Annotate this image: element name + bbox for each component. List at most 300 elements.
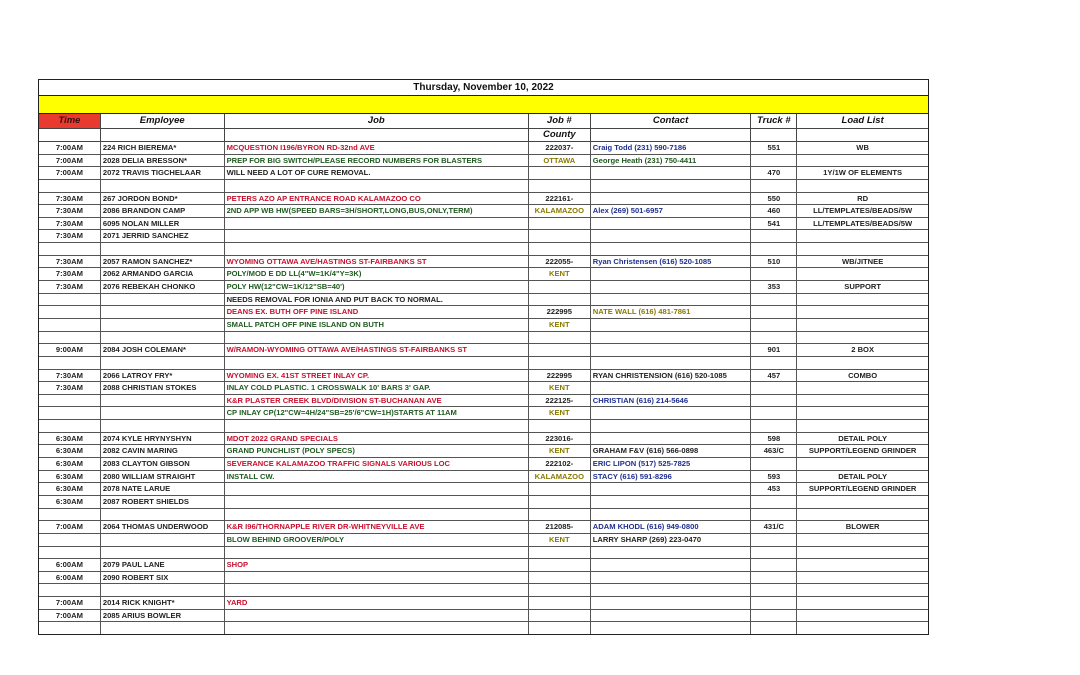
cell-employee xyxy=(101,332,225,344)
table-row xyxy=(39,230,928,243)
cell-job: POLY HW(12"CW=1K/12"SB=40') xyxy=(225,281,529,293)
cell-employee: 2083 CLAYTON GIBSON xyxy=(101,458,225,470)
cell-time xyxy=(39,534,101,546)
table-row xyxy=(39,256,928,269)
cell-job-number xyxy=(529,281,591,293)
cell-truck: 431/C xyxy=(751,521,797,533)
cell-truck: 593 xyxy=(751,471,797,483)
cell-load-list: COMBO xyxy=(848,370,878,380)
cell-time: 7:30AM xyxy=(39,205,101,217)
cell-job-number xyxy=(529,572,591,584)
cell-truck xyxy=(751,534,797,546)
cell-employee: 2079 PAUL LANE xyxy=(101,559,225,571)
cell-job xyxy=(225,509,529,521)
cell-employee xyxy=(101,622,225,634)
cell-job-number xyxy=(529,496,591,508)
cell-job-number: 222995 xyxy=(529,306,591,318)
cell-job: W/RAMON-WYOMING OTTAWA AVE/HASTINGS ST-FAIRBANKS ST xyxy=(225,344,529,356)
column-subheader-row xyxy=(39,129,928,142)
cell-contact xyxy=(591,547,752,559)
cell-employee: 224 RICH BIEREMA* xyxy=(101,142,225,154)
cell-employee: 2080 WILLIAM STRAIGHT xyxy=(101,471,225,483)
cell-contact: Alex (269) 501-6957 xyxy=(591,205,752,217)
table-row xyxy=(39,370,928,383)
cell-contact: CHRISTIAN (616) 214-5646 xyxy=(591,395,752,407)
cell-job-number xyxy=(529,622,591,634)
cell-job xyxy=(225,610,529,622)
cell-truck xyxy=(751,496,797,508)
cell-job-number xyxy=(529,547,591,559)
cell-load-list xyxy=(797,496,928,508)
table-row xyxy=(39,445,928,458)
cell-load-list xyxy=(797,332,928,344)
cell-employee xyxy=(101,319,225,331)
cell-job xyxy=(225,584,529,596)
cell-employee xyxy=(101,584,225,596)
table-row xyxy=(39,306,928,319)
cell-job xyxy=(225,496,529,508)
cell-truck xyxy=(751,230,797,242)
cell-employee xyxy=(101,180,225,192)
cell-time: 7:00AM xyxy=(39,610,101,622)
header-load-list: Load List xyxy=(841,115,884,126)
cell-time xyxy=(39,622,101,634)
cell-time: 6:30AM xyxy=(39,496,101,508)
cell-contact xyxy=(591,420,752,432)
header-contact: Contact xyxy=(591,114,752,128)
cell-truck xyxy=(751,395,797,407)
cell-load-list: LL/TEMPLATES/BEADS/5W xyxy=(813,206,913,216)
cell-truck xyxy=(751,584,797,596)
table-row xyxy=(39,142,928,155)
cell-employee: 2085 ARIUS BOWLER xyxy=(101,610,225,622)
cell-job xyxy=(225,483,529,495)
cell-job-number: KENT xyxy=(529,319,591,331)
cell-truck xyxy=(751,420,797,432)
cell-employee: 2084 JOSH COLEMAN* xyxy=(101,344,225,356)
cell-job-number: 222055- xyxy=(529,256,591,268)
cell-job-number: 222125- xyxy=(529,395,591,407)
cell-truck: 550 xyxy=(751,193,797,205)
cell-time: 7:30AM xyxy=(39,281,101,293)
cell-employee xyxy=(101,243,225,255)
cell-load-list xyxy=(797,584,928,596)
cell-contact xyxy=(591,509,752,521)
header-county: County xyxy=(529,129,591,141)
cell-contact: ADAM KHODL (616) 949-0800 xyxy=(591,521,752,533)
cell-time xyxy=(39,306,101,318)
cell-load-list: DETAIL POLY xyxy=(838,433,888,443)
cell-time: 7:30AM xyxy=(39,268,101,280)
cell-time: 7:30AM xyxy=(39,370,101,382)
cell-load-list xyxy=(797,306,928,318)
cell-employee: 2057 RAMON SANCHEZ* xyxy=(101,256,225,268)
cell-contact: Craig Todd (231) 590-7186 xyxy=(591,142,752,154)
cell-contact xyxy=(591,294,752,306)
cell-truck xyxy=(751,294,797,306)
cell-contact: STACY (616) 591-8296 xyxy=(591,471,752,483)
cell-job-number xyxy=(529,332,591,344)
cell-truck xyxy=(751,458,797,470)
cell-job-number: 222161- xyxy=(529,193,591,205)
cell-employee: 2028 DELIA BRESSON* xyxy=(101,155,225,167)
cell-load-list: SUPPORT/LEGEND GRINDER xyxy=(808,446,917,456)
cell-truck xyxy=(751,622,797,634)
cell-time xyxy=(39,395,101,407)
cell-job-number: 222037- xyxy=(529,142,591,154)
cell-employee xyxy=(101,407,225,419)
subheader-empty-time xyxy=(39,129,101,141)
cell-load-list xyxy=(797,319,928,331)
cell-job-number: 222102- xyxy=(529,458,591,470)
cell-truck xyxy=(751,572,797,584)
cell-time: 9:00AM xyxy=(39,344,101,356)
cell-employee: 2076 REBEKAH CHONKO xyxy=(101,281,225,293)
cell-contact xyxy=(591,243,752,255)
table-row xyxy=(39,395,928,408)
cell-job-number xyxy=(529,243,591,255)
sheet-title: Thursday, November 10, 2022 xyxy=(39,80,928,96)
cell-job-number: KENT xyxy=(529,382,591,394)
cell-time: 6:30AM xyxy=(39,433,101,445)
cell-job xyxy=(225,622,529,634)
cell-time: 7:30AM xyxy=(39,256,101,268)
cell-job-number: KALAMAZOO xyxy=(529,471,591,483)
cell-contact xyxy=(591,344,752,356)
cell-employee: 6095 NOLAN MILLER xyxy=(101,218,225,230)
cell-job-number: 212085- xyxy=(529,521,591,533)
cell-employee xyxy=(101,509,225,521)
cell-job-number: KALAMAZOO xyxy=(529,205,591,217)
table-row xyxy=(39,357,928,370)
cell-load-list xyxy=(797,610,928,622)
cell-employee: 2086 BRANDON CAMP xyxy=(101,205,225,217)
cell-job-number: 222995 xyxy=(529,370,591,382)
cell-contact xyxy=(591,483,752,495)
cell-job-number xyxy=(529,357,591,369)
subheader-empty-contact xyxy=(591,129,752,141)
cell-truck xyxy=(751,319,797,331)
cell-truck: 510 xyxy=(751,256,797,268)
cell-job-number: KENT xyxy=(529,268,591,280)
cell-time xyxy=(39,420,101,432)
cell-load-list xyxy=(797,458,928,470)
table-row xyxy=(39,433,928,446)
cell-job: K&R PLASTER CREEK BLVD/DIVISION ST-BUCHANAN AVE xyxy=(225,395,529,407)
table-row xyxy=(39,180,928,193)
cell-employee: 2090 ROBERT SIX xyxy=(101,572,225,584)
table-row xyxy=(39,509,928,522)
table-row xyxy=(39,332,928,345)
cell-truck: 460 xyxy=(751,205,797,217)
cell-load-list xyxy=(797,382,928,394)
table-row xyxy=(39,344,928,357)
cell-job xyxy=(225,218,529,230)
cell-truck: 598 xyxy=(751,433,797,445)
cell-job: PREP FOR BIG SWITCH/PLEASE RECORD NUMBERS FOR BLASTERS xyxy=(225,155,529,167)
table-row xyxy=(39,205,928,218)
cell-truck: 453 xyxy=(751,483,797,495)
table-row xyxy=(39,534,928,547)
cell-truck xyxy=(751,597,797,609)
cell-job: SMALL PATCH OFF PINE ISLAND ON BUTH xyxy=(225,319,529,331)
cell-employee: 2078 NATE LARUE xyxy=(101,483,225,495)
cell-truck xyxy=(751,382,797,394)
cell-contact xyxy=(591,218,752,230)
cell-job: MCQUESTION I196/BYRON RD-32nd AVE xyxy=(225,142,529,154)
cell-contact xyxy=(591,193,752,205)
cell-job-number: KENT xyxy=(529,534,591,546)
cell-load-list xyxy=(797,395,928,407)
cell-time xyxy=(39,547,101,559)
header-job: Job xyxy=(225,114,529,128)
cell-load-list xyxy=(797,180,928,192)
cell-time: 7:30AM xyxy=(39,382,101,394)
cell-job-number: KENT xyxy=(529,445,591,457)
cell-time: 7:30AM xyxy=(39,193,101,205)
cell-load-list xyxy=(797,534,928,546)
cell-contact: GRAHAM F&V (616) 566-0898 xyxy=(591,445,752,457)
cell-contact xyxy=(591,230,752,242)
cell-time xyxy=(39,584,101,596)
cell-job: NEEDS REMOVAL FOR IONIA AND PUT BACK TO NORMAL. xyxy=(225,294,529,306)
cell-time: 7:00AM xyxy=(39,167,101,179)
cell-employee: 2066 LATROY FRY* xyxy=(101,370,225,382)
cell-time: 6:00AM xyxy=(39,572,101,584)
cell-job-number xyxy=(529,483,591,495)
cell-job: 2ND APP WB HW(SPEED BARS=3H/SHORT,LONG,BUS,ONLY,TERM) xyxy=(225,205,529,217)
cell-load-list: BLOWER xyxy=(845,522,880,532)
cell-job xyxy=(225,572,529,584)
cell-job: GRAND PUNCHLIST (POLY SPECS) xyxy=(225,445,529,457)
cell-load-list: RD xyxy=(857,193,869,203)
cell-job xyxy=(225,357,529,369)
cell-contact xyxy=(591,382,752,394)
cell-load-list: DETAIL POLY xyxy=(838,471,888,481)
cell-time: 7:30AM xyxy=(39,218,101,230)
cell-truck xyxy=(751,243,797,255)
cell-job: BLOW BEHIND GROOVER/POLY xyxy=(225,534,529,546)
cell-load-list xyxy=(797,509,928,521)
cell-job-number: OTTAWA xyxy=(529,155,591,167)
cell-time xyxy=(39,243,101,255)
cell-job: INSTALL CW. xyxy=(225,471,529,483)
cell-truck: 551 xyxy=(751,142,797,154)
cell-job: WILL NEED A LOT OF CURE REMOVAL. xyxy=(225,167,529,179)
table-row xyxy=(39,382,928,395)
cell-employee xyxy=(101,395,225,407)
table-row xyxy=(39,496,928,509)
table-row xyxy=(39,407,928,420)
header-job-number: Job # xyxy=(529,114,591,128)
table-row xyxy=(39,458,928,471)
table-row xyxy=(39,193,928,206)
table-row xyxy=(39,281,928,294)
cell-time: 7:00AM xyxy=(39,155,101,167)
highlight-bar xyxy=(39,96,928,114)
cell-employee: 2064 THOMAS UNDERWOOD xyxy=(101,521,225,533)
cell-job: CP INLAY CP(12"CW=4H/24"SB=25'/6"CW=1H)STARTS AT 11AM xyxy=(225,407,529,419)
cell-contact: LARRY SHARP (269) 223-0470 xyxy=(591,534,752,546)
cell-employee: 2088 CHRISTIAN STOKES xyxy=(101,382,225,394)
cell-time xyxy=(39,509,101,521)
cell-time xyxy=(39,180,101,192)
cell-contact xyxy=(591,622,752,634)
cell-truck xyxy=(751,559,797,571)
table-row xyxy=(39,155,928,168)
cell-truck xyxy=(751,332,797,344)
table-row xyxy=(39,584,928,597)
table-row xyxy=(39,622,928,634)
cell-contact xyxy=(591,572,752,584)
table-row xyxy=(39,294,928,307)
cell-time: 6:30AM xyxy=(39,471,101,483)
cell-contact xyxy=(591,268,752,280)
table-row xyxy=(39,610,928,623)
cell-job-number: 223016- xyxy=(529,433,591,445)
cell-time: 6:30AM xyxy=(39,458,101,470)
subheader-empty-employee xyxy=(101,129,225,141)
cell-contact xyxy=(591,597,752,609)
schedule-sheet xyxy=(38,79,929,635)
cell-contact: NATE WALL (616) 481-7861 xyxy=(591,306,752,318)
cell-employee: 2082 CAVIN MARING xyxy=(101,445,225,457)
cell-job: SEVERANCE KALAMAZOO TRAFFIC SIGNALS VARIOUS LOC xyxy=(225,458,529,470)
cell-employee xyxy=(101,294,225,306)
cell-time: 6:00AM xyxy=(39,559,101,571)
cell-job-number xyxy=(529,294,591,306)
cell-contact xyxy=(591,610,752,622)
cell-job-number xyxy=(529,167,591,179)
table-row xyxy=(39,268,928,281)
header-time: Time xyxy=(39,114,101,128)
cell-employee xyxy=(101,357,225,369)
cell-load-list: 1Y/1W OF ELEMENTS xyxy=(823,168,903,178)
cell-truck xyxy=(751,306,797,318)
cell-job: POLY/MOD E DD LL(4"W=1K/4"Y=3K) xyxy=(225,268,529,280)
cell-contact xyxy=(591,407,752,419)
cell-truck: 463/C xyxy=(751,445,797,457)
cell-time xyxy=(39,319,101,331)
cell-contact xyxy=(591,496,752,508)
cell-contact: Ryan Christensen (616) 520-1085 xyxy=(591,256,752,268)
table-row xyxy=(39,521,928,534)
cell-job: WYOMING OTTAWA AVE/HASTINGS ST-FAIRBANKS ST xyxy=(225,256,529,268)
cell-time: 7:00AM xyxy=(39,142,101,154)
table-row xyxy=(39,547,928,560)
cell-contact xyxy=(591,357,752,369)
cell-contact xyxy=(591,433,752,445)
cell-truck xyxy=(751,180,797,192)
cell-job: WYOMING EX. 41ST STREET INLAY CP. xyxy=(225,370,529,382)
cell-employee xyxy=(101,547,225,559)
cell-job-number xyxy=(529,509,591,521)
cell-load-list xyxy=(797,420,928,432)
cell-time: 7:00AM xyxy=(39,521,101,533)
cell-job-number xyxy=(529,180,591,192)
cell-load-list xyxy=(797,597,928,609)
table-row xyxy=(39,572,928,585)
cell-truck: 457 xyxy=(751,370,797,382)
cell-time xyxy=(39,357,101,369)
table-row xyxy=(39,559,928,572)
cell-employee: 2087 ROBERT SHIELDS xyxy=(101,496,225,508)
cell-job xyxy=(225,420,529,432)
cell-job: INLAY COLD PLASTIC. 1 CROSSWALK 10' BARS 3' GAP. xyxy=(225,382,529,394)
subheader-empty-truck xyxy=(751,129,797,141)
cell-truck xyxy=(751,407,797,419)
cell-load-list xyxy=(797,572,928,584)
cell-contact: ERIC LIPON (517) 525-7825 xyxy=(591,458,752,470)
table-row xyxy=(39,218,928,231)
cell-employee: 2062 ARMANDO GARCIA xyxy=(101,268,225,280)
cell-job-number xyxy=(529,420,591,432)
cell-employee: 2072 TRAVIS TIGCHELAAR xyxy=(101,167,225,179)
schedule-rows xyxy=(39,142,928,634)
cell-contact: RYAN CHRISTENSION (616) 520-1085 xyxy=(591,370,752,382)
cell-job-number xyxy=(529,610,591,622)
cell-job xyxy=(225,547,529,559)
cell-employee xyxy=(101,306,225,318)
cell-contact xyxy=(591,167,752,179)
cell-job: MDOT 2022 GRAND SPECIALS xyxy=(225,433,529,445)
cell-load-list xyxy=(797,407,928,419)
table-row xyxy=(39,483,928,496)
table-row xyxy=(39,420,928,433)
subheader-empty-job xyxy=(225,129,529,141)
cell-job-number: KENT xyxy=(529,407,591,419)
cell-truck xyxy=(751,155,797,167)
table-row xyxy=(39,319,928,332)
cell-load-list xyxy=(797,230,928,242)
cell-job: PETERS AZO AP ENTRANCE ROAD KALAMAZOO CO xyxy=(225,193,529,205)
cell-load-list: SUPPORT xyxy=(844,282,881,292)
cell-contact xyxy=(591,584,752,596)
cell-contact xyxy=(591,180,752,192)
cell-truck xyxy=(751,509,797,521)
cell-job-number xyxy=(529,344,591,356)
cell-truck: 353 xyxy=(751,281,797,293)
cell-employee: 267 JORDON BOND* xyxy=(101,193,225,205)
cell-truck: 541 xyxy=(751,218,797,230)
cell-load-list xyxy=(797,559,928,571)
cell-job-number xyxy=(529,218,591,230)
cell-truck: 470 xyxy=(751,167,797,179)
cell-truck: 901 xyxy=(751,344,797,356)
cell-contact xyxy=(591,319,752,331)
cell-contact xyxy=(591,281,752,293)
table-row xyxy=(39,167,928,180)
cell-job-number xyxy=(529,584,591,596)
cell-truck xyxy=(751,547,797,559)
cell-time: 6:30AM xyxy=(39,445,101,457)
cell-employee xyxy=(101,420,225,432)
cell-job xyxy=(225,230,529,242)
cell-load-list xyxy=(797,243,928,255)
cell-employee: 2074 KYLE HRYNYSHYN xyxy=(101,433,225,445)
cell-time: 6:30AM xyxy=(39,483,101,495)
cell-load-list xyxy=(797,357,928,369)
cell-job xyxy=(225,332,529,344)
cell-job xyxy=(225,243,529,255)
cell-employee xyxy=(101,534,225,546)
cell-employee: 2014 RICK KNIGHT* xyxy=(101,597,225,609)
cell-load-list: LL/TEMPLATES/BEADS/5W xyxy=(813,218,913,228)
header-truck: Truck # xyxy=(751,114,797,128)
cell-truck xyxy=(751,268,797,280)
cell-load-list: SUPPORT/LEGEND GRINDER xyxy=(808,484,917,494)
table-row xyxy=(39,243,928,256)
